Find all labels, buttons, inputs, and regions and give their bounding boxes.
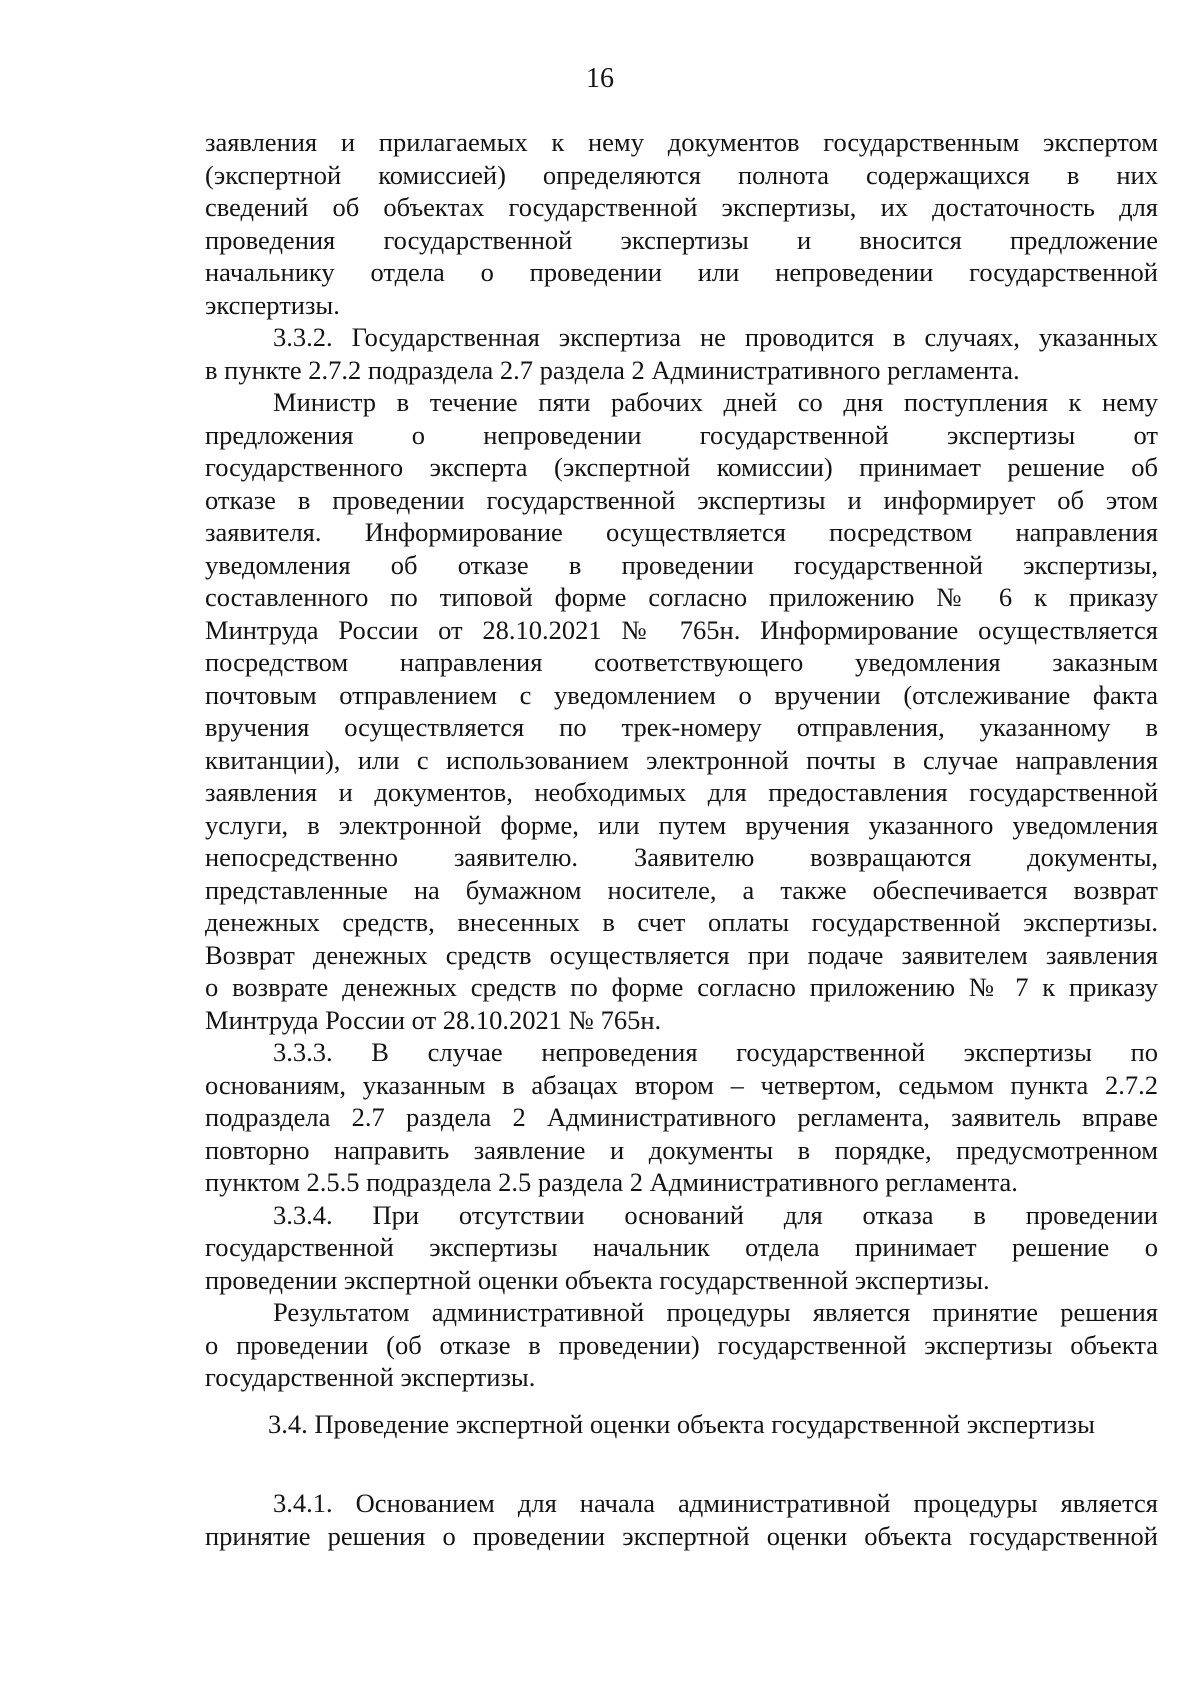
text-line: о проведении (об отказе в проведении) государственной экспертизы объекта — [205, 1329, 1158, 1360]
text-line: 3.3.2. Государственная экспертиза не проводится в случаях, указанных — [273, 322, 1158, 352]
text-line: Минтруда России от 28.10.2021 № 765н. Информирование осуществляется — [205, 614, 1158, 645]
text-line: подраздела 2.7 раздела 2 Административного регламента, заявитель вправе — [205, 1102, 1158, 1132]
text-line: начальнику отдела о проведении или непроведении государственной — [205, 257, 1158, 287]
text-line: основаниям, указанным в абзацах втором – четвертом, седьмом пункта 2.7.2 — [205, 1069, 1158, 1100]
text-line: вручения осуществляется по трек-номеру отправления, указанному в — [205, 712, 1158, 742]
text-line: сведений об объектах государственной экспертизы, их достаточность для — [205, 192, 1158, 222]
paragraph-minister-decision — [205, 386, 1158, 1036]
text-line: Министр в течение пяти рабочих дней со дня поступления к нему — [273, 387, 1158, 417]
text-line: Минтруда России от 28.10.2021 № 765н. — [205, 1004, 662, 1035]
text-line: предложения о непроведении государственной экспертизы от — [205, 419, 1158, 450]
text-line: 3.4.1. Основанием для начала административной процедуры является — [273, 1488, 1158, 1518]
text-line: о возврате денежных средств по форме согласно приложению № 7 к приказу — [205, 972, 1158, 1002]
text-line: заявителя. Информирование осуществляется посредством направления — [205, 517, 1158, 547]
text-line: пунктом 2.5.5 подраздела 2.5 раздела 2 Административного регламента. — [205, 1167, 1018, 1197]
text-line: в пункте 2.7.2 подраздела 2.7 раздела 2 Административного регламента. — [205, 354, 1020, 385]
text-line: повторно направить заявление и документы в порядке, предусмотренном — [205, 1134, 1158, 1165]
page-number: 16 — [586, 63, 614, 94]
text-line: проведения государственной экспертизы и вносится предложение — [205, 224, 1158, 255]
text-line: представленные на бумажном носителе, а также обеспечивается возврат — [205, 874, 1158, 905]
text-line: государственного эксперта (экспертной комиссии) принимает решение об — [205, 452, 1158, 482]
text-line: заявления и документов, необходимых для предоставления государственной — [205, 777, 1158, 807]
text-line: уведомления об отказе в проведении государственной экспертизы, — [205, 549, 1158, 580]
text-line: принятие решения о проведении экспертной оценки объекта государственной — [205, 1520, 1158, 1551]
paragraph-result — [205, 1296, 1158, 1394]
text-line: государственной экспертизы начальник отдела принимает решение о — [205, 1232, 1158, 1262]
text-line: заявления и прилагаемых к нему документов государственным экспертом — [205, 127, 1158, 157]
text-line: Результатом административной процедуры является принятие решения — [273, 1297, 1158, 1327]
text-line: отказе в проведении государственной экспертизы и информирует об этом — [205, 484, 1158, 515]
paragraph-3-3-4 — [205, 1199, 1158, 1297]
paragraph-continuation — [205, 126, 1158, 321]
text-line: составленного по типовой форме согласно приложению № 6 к приказу — [205, 582, 1158, 612]
paragraph-3-4-1 — [205, 1487, 1158, 1552]
text-line: экспертизы. — [205, 289, 340, 320]
text-line: (экспертной комиссией) определяются полнота содержащихся в них — [205, 159, 1158, 190]
text-line: посредством направления соответствующего уведомления заказным — [205, 647, 1158, 677]
text-line: 3.3.3. В случае непроведения государственной экспертизы по — [273, 1037, 1158, 1067]
body-text — [205, 126, 1158, 1394]
text-line: проведении экспертной оценки объекта государственной экспертизы. — [205, 1264, 990, 1295]
text-line: почтовым отправлением с уведомлением о вручении (отслеживание факта — [205, 679, 1158, 710]
text-line: 3.3.4. При отсутствии оснований для отказа в проведении — [273, 1199, 1158, 1230]
text-line: Возврат денежных средств осуществляется при подаче заявителем заявления — [205, 939, 1158, 970]
text-line: денежных средств, внесенных в счет оплаты государственной экспертизы. — [205, 907, 1158, 937]
text-line: государственной экспертизы. — [205, 1362, 536, 1392]
text-line: квитанции), или с использованием электронной почты в случае направления — [205, 744, 1158, 775]
paragraph-3-3-3 — [205, 1036, 1158, 1199]
paragraph-3-3-2 — [205, 321, 1158, 386]
text-line: непосредственно заявителю. Заявителю возвращаются документы, — [205, 842, 1158, 872]
text-line: услуги, в электронной форме, или путем вручения указанного уведомления — [205, 809, 1158, 840]
section-heading: 3.4. Проведение экспертной оценки объекта государственной экспертизы — [268, 1409, 1095, 1439]
